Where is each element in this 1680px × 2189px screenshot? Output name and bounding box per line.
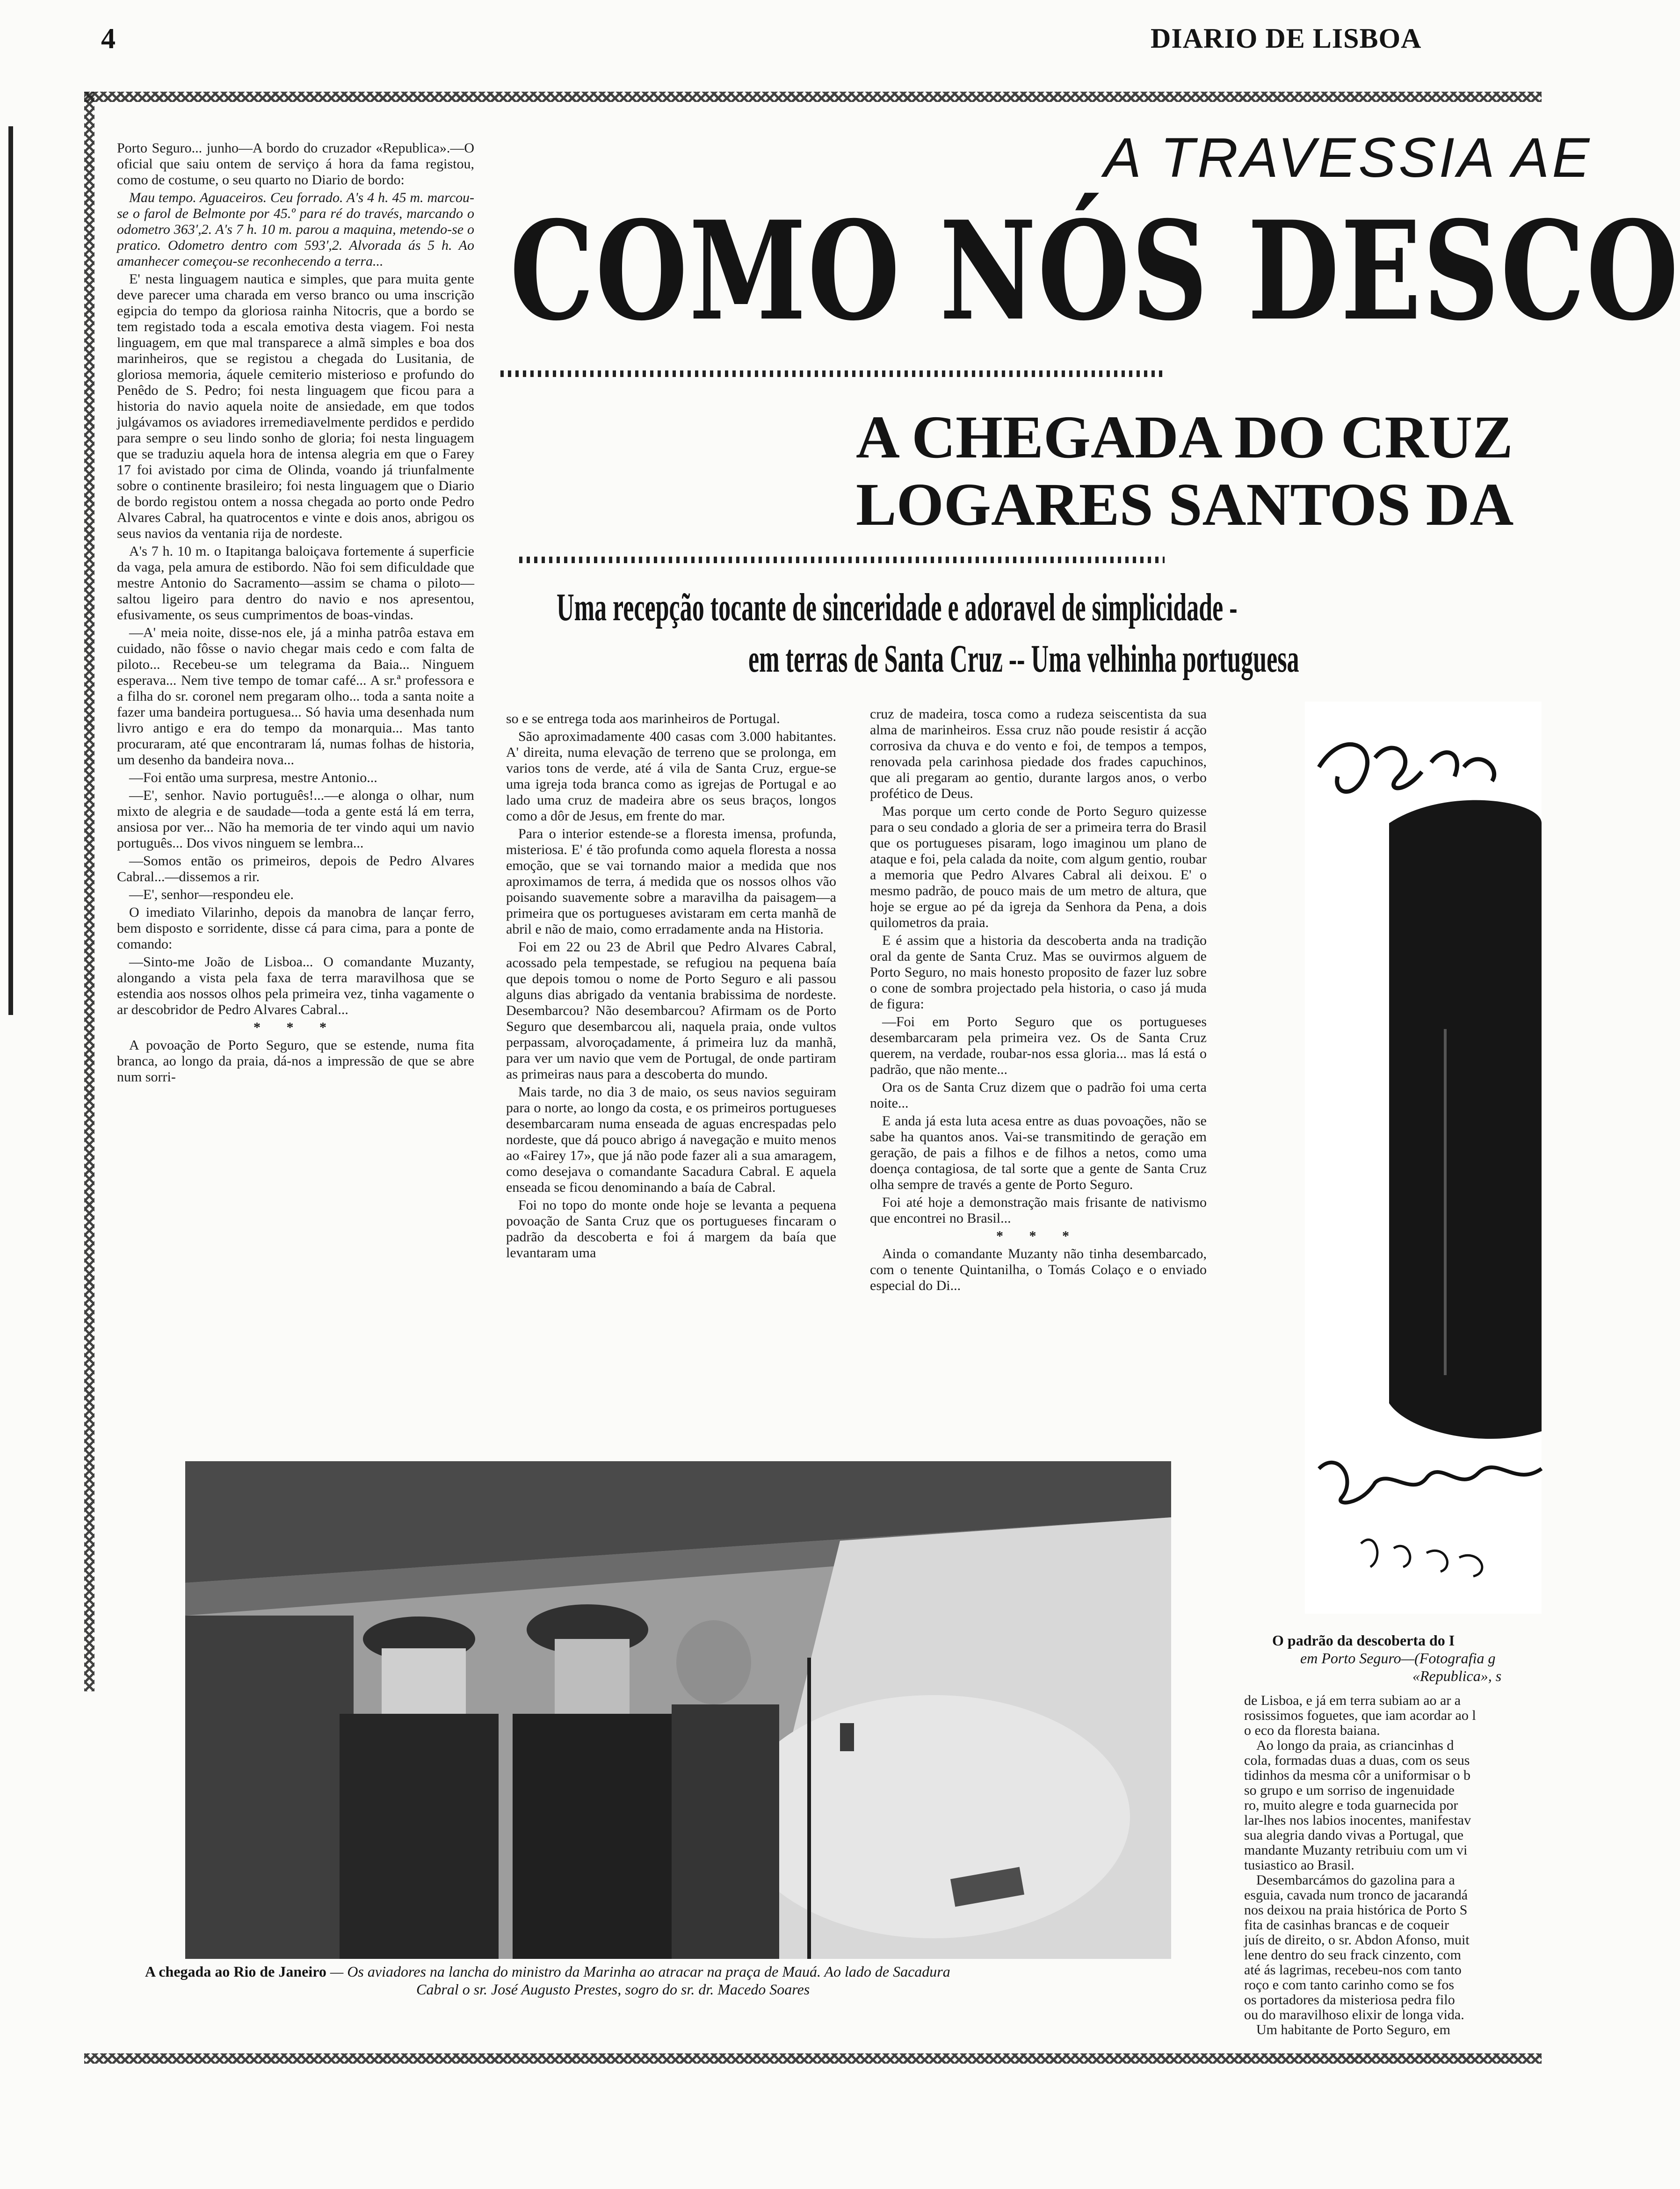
subheadline-line-1: A CHEGADA DO CRUZ xyxy=(856,404,1513,471)
col1-paragraph: —Sinto-me João de Lisboa... O comandante Muzanty, alongando a vista pela faxa de terra maravilhosa que se estendia aos nossos olhos pela primeira vez, tinha vagamente o ar descobridor de Pedro Alvares Cabral... xyxy=(117,954,474,1017)
col3-paragraph: E anda já esta luta acesa entre as duas povoações, não se sabe ha quantos anos. Vai-se transmitindo de geração em geração, de pais a filhos e de filhos a netos, como uma doença contagiosa, de tal sorte que a gente de Santa Cruz olha sempre de través a gente de Porto Seguro. xyxy=(870,1113,1207,1192)
article-column-4 xyxy=(1244,1693,1542,2049)
padrao-photo-drawing xyxy=(1305,702,1542,1614)
col1-paragraph: O imediato Vilarinho, depois da manobra de lançar ferro, bem disposto e sorridente, disse cá para cima, para a ponte de comando: xyxy=(117,905,474,952)
padrao-caption xyxy=(1272,1631,1542,1685)
col2-paragraph: Para o interior estende-se a floresta imensa, profunda, misteriosa. E' é tão profunda como aquela floresta a nossa emoção, que se vai tornando maior a medida que nos aproximamos de terra, á medida que os nossos olhos vão poisando suavemente sobre a maravilha da paisagem—a primeira que os portugueses avistaram em certa manhã de abril e não de maio, como erradamente anda na Historia. xyxy=(506,826,836,937)
main-headline: COMO NÓS DESCO xyxy=(510,192,1680,351)
photo-caption-line-2: Cabral o sr. José Augusto Prestes, sogro do sr. dr. Macedo Soares xyxy=(416,1981,810,1998)
col3-paragraph: Ora os de Santa Cruz dizem que o padrão foi uma certa noite... xyxy=(870,1080,1207,1111)
section-separator: * * * xyxy=(253,1020,338,1035)
col4-line: lar-lhes nos labios inocentes, manifestav xyxy=(1244,1812,1471,1828)
photo-caption xyxy=(145,1963,1174,1998)
col1-paragraph: —E', senhor. Navio português!...—e alonga o olhar, num mixto de alegria e de saudade—toda a gente está lá em terra, ansiosa por ver... Não ha memoria de ter vindo aqui um navio português... Dos vivos ninguem se lembra... xyxy=(117,788,474,851)
col4-line: Um habitante de Porto Seguro, em xyxy=(1256,2022,1450,2037)
subheadline-divider xyxy=(519,557,1165,563)
col4-line: so grupo e um sorriso de ingenuidade xyxy=(1244,1783,1455,1798)
col3-paragraph: E é assim que a historia da descoberta anda na tradição oral da gente de Santa Cruz. Mas se ouvirmos alguem de Porto Seguro, no mais honesto proposito de fazer luz sobre o cone de sombra projectado pela historia, o caso já muda de figura: xyxy=(870,933,1207,1012)
col1-paragraph: A's 7 h. 10 m. o Itapitanga baloiçava fortemente á superficie da vaga, pela amura de estibordo. Não foi sem dificuldade que mestre Antonio do Sacramento—assim se chama o piloto—saltou ligeiro para dentro do navio e nos apresentou, efusivamente, os seus cumprimentos de boas-vindas. xyxy=(117,544,474,623)
col3-paragraph: Mas porque um certo conde de Porto Seguro quizesse para o seu condado a gloria de ser a primeira terra do Brasil que os portugueses pisaram, logo imaginou um plano de ataque e foi, pela calada da noite, com algum gentio, roubar a memoria que Pedro Alvares Cabral ali deixou. E' o mesmo padrão, de pouco mais de um metro de altura, que hoje se ergue ao pé da igreja da Senhora da Pena, a dois quilometros da praia. xyxy=(870,804,1207,930)
bottom-ornamental-border xyxy=(84,2053,1542,2064)
col4-line: os portadores da misteriosa pedra filo xyxy=(1244,1992,1455,2008)
col4-line: sua alegria dando vivas a Portugal, que xyxy=(1244,1827,1464,1843)
col4-line: cola, formadas duas a duas, com os seus xyxy=(1244,1753,1470,1768)
col4-line: esguia, cavada num tronco de jacarandá xyxy=(1244,1887,1468,1903)
article-column-3 xyxy=(870,706,1207,1450)
page-number: 4 xyxy=(101,23,116,55)
deck-line-1: Uma recepção tocante de sinceridade e adoravel de simplicidade - xyxy=(557,586,1238,629)
col4-line: tidinhos da mesma côr a uniformisar o b xyxy=(1244,1768,1471,1783)
col1-paragraph: A povoação de Porto Seguro, que se estende, numa fita branca, ao longo da praia, dá-nos a impressão de que se abre num sorri- xyxy=(117,1037,474,1085)
col1-paragraph: Mau tempo. Aguaceiros. Ceu forrado. A's 4 h. 45 m. marcou-se o farol de Belmonte por 45.º para ré do través, marcando o odometro 363',2. A's 7 h. 10 m. parou a maquina, metendo-se o pratico. Odometro dentro com 593',2. Alvorada ás 5 h. Ao amanhecer começou-se reconhecendo a terra... xyxy=(117,190,474,269)
padrao-caption-line-1: em Porto Seguro—(Fotografia g xyxy=(1300,1650,1496,1667)
photo-caption-bold: A chegada ao Rio de Janeiro xyxy=(145,1963,326,1980)
left-ornamental-border xyxy=(84,92,94,1691)
col4-line: ro, muito alegre e toda guarnecida por xyxy=(1244,1798,1458,1813)
col4-line: tusiastico ao Brasil. xyxy=(1244,1857,1354,1873)
col2-paragraph: Foi no topo do monte onde hoje se levanta a pequena povoação de Santa Cruz que os portugueses fincaram o padrão da descoberta e foi á margem da baía que levantaram uma xyxy=(506,1197,836,1261)
padrao-photograph xyxy=(1305,702,1542,1614)
col1-paragraph: —A' meia noite, disse-nos ele, já a minha patrôa estava em cuidado, não fôsse o navio chegar mais cedo e com falta de piloto... Recebeu-se um telegrama da Baia... Ninguem esperava... Nem tive tempo de tomar café... A sr.ª professora e a filha do sr. coronel nem pregaram olho... toda a santa noite a fazer uma bandeira portuguesa... Só havia uma desenhada num livro antigo e era do tempo da monarquia... Mas tanto procuraram, até que encontraram lá, numas folhas de historia, um desenho da bandeira nova... xyxy=(117,625,474,768)
article-column-1 xyxy=(117,140,474,1459)
col4-line: nos deixou na praia histórica de Porto S xyxy=(1244,1902,1468,1918)
padrao-caption-line-2: «Republica», s xyxy=(1412,1667,1502,1684)
col4-line: ou do maravilhoso elixir de longa vida. xyxy=(1244,2007,1464,2022)
col1-paragraph: —E', senhor—respondeu ele. xyxy=(129,887,294,902)
subheadline-line-2: LOGARES SANTOS DA xyxy=(856,471,1514,538)
photo-caption-line-1: — Os aviadores na lancha do ministro da Marinha ao atracar na praça de Mauá. Ao lado de Sacadura xyxy=(330,1963,950,1980)
col4-line: mandante Muzanty retribuiu com um vi xyxy=(1244,1842,1468,1858)
top-ornamental-border xyxy=(84,92,1542,102)
col1-paragraph: Porto Seguro... junho—A bordo do cruzador «Republica».—O oficial que saiu ontem de serviço á hora da fama registou, como de costume, o seu quarto no Diario de bordo: xyxy=(117,140,474,188)
col2-paragraph: Mais tarde, no dia 3 de maio, os seus navios seguiram para o norte, ao longo da costa, e os primeiros portugueses desembarcaram numa enseada de aguas encrespadas pelo nordeste, que dá pouco abrigo á navegação e muito menos ao «Fairey 17», que já não pode fazer ali a sua amaragem, como desejava o comandante Sacadura Cabral. E aquela enseada se ficou denominando a baía de Cabral. xyxy=(506,1084,836,1195)
col4-line: roço e com tanto carinho como se fos xyxy=(1244,1977,1455,1993)
col3-paragraph: cruz de madeira, tosca como a rudeza seiscentista da sua alma de marinheiros. Essa cruz não poude resistir á acção corrosiva da chuva e do vento e foi, de tempos a tempos, renovada pela carinhosa piedade dos frades capuchinos, que ali pregaram ao gentio, durante largos anos, o verbo profético de Deus. xyxy=(870,706,1207,801)
col2-paragraph: São aproximadamente 400 casas com 3.000 habitantes. A' direita, numa elevação de terreno que se prolonga, em varios tons de verde, até á vila de Santa Cruz, ergue-se uma igreja toda branca como as igrejas de Portugal e ao lado uma cruz de madeira abre os seus braços, longos como a dôr de Jesus, em frente do mar. xyxy=(506,729,836,824)
headline-divider xyxy=(500,370,1165,377)
col4-line: até ás lagrimas, recebeu-nos com tanto xyxy=(1244,1962,1462,1978)
col1-paragraph: E' nesta linguagem nautica e simples, que para muita gente deve parecer uma charada em verso branco ou uma inscrição egipcia do tempo da gloriosa rainha Nitocris, que a bordo se tem registado toda a escala emotiva desta viagem. Foi nesta linguagem, em que mal transparece a almã simples e boa dos marinheiros, que se registou a chegada do Lusitania, de gloriosa memoria, áquele cemiterio misterioso e profundo do Penêdo de S. Pedro; foi nesta linguagem que ficou para a historia do navio aquela noite de ansiedade, em que todos julgávamos os aviadores irremediavelmente perdidos e perdido para sempre o seu lindo sonho de gloria; foi nesta linguagem que se traduziu aquela hora de intensa alegria em que o Farey 17 foi avistado por cima de Olinda, voando já triunfalmente sobre o continente brasileiro; foi nesta linguagem que o Diario de bordo registou ontem a nossa chegada ao porto onde Pedro Alvares Cabral, ha quatrocentos e vinte e dois anos, abrigou os seus navios da ventania rija de nordeste. xyxy=(117,271,474,541)
arrival-photo-drawing xyxy=(185,1461,1171,1959)
col3-paragraph: Foi até hoje a demonstração mais frisante de nativismo que encontrei no Brasil... xyxy=(870,1195,1207,1226)
col4-line: o eco da floresta baiana. xyxy=(1244,1723,1380,1738)
col4-line: lene dentro do seu frack cinzento, com xyxy=(1244,1947,1461,1963)
kicker-headline: A TRAVESSIA AE xyxy=(1104,126,1593,189)
article-column-2 xyxy=(506,711,836,1450)
col4-line: rosissimos foguetes, que iam acordar ao l xyxy=(1244,1708,1476,1723)
padrao-caption-bold: O padrão da descoberta do I xyxy=(1272,1632,1455,1649)
col4-line: juís de direito, o sr. Abdon Afonso, muit xyxy=(1244,1932,1470,1948)
arrival-photograph xyxy=(185,1461,1171,1959)
col2-paragraph: Foi em 22 ou 23 de Abril que Pedro Alvares Cabral, acossado pela tempestade, se refugiou na pequena baía que depois tomou o nome de Porto Seguro e ali passou alguns dias abrigado da ventania brabissima de nordeste. Desembarcou? Não desembarcou? Afirmam os de Porto Seguro que desembarcou ali, naquela praia, onde vultos perpassam, alvoroçadamente, á primeira luz da manhã, para ver um navio que vem de Portugal, de onde partiram as primeiras naus para a descoberta do mundo. xyxy=(506,939,836,1082)
deck-line-2: em terras de Santa Cruz -- Uma velhinha portuguesa xyxy=(748,637,1299,681)
col4-line: Ao longo da praia, as criancinhas d xyxy=(1256,1738,1454,1753)
col1-paragraph: —Somos então os primeiros, depois de Pedro Alvares Cabral...—dissemos a rir. xyxy=(117,853,474,884)
col4-line: de Lisboa, e já em terra subiam ao ar a xyxy=(1244,1693,1461,1708)
newspaper-masthead: DIARIO DE LISBOA xyxy=(1151,23,1422,54)
col1-paragraph: —Foi então uma surpresa, mestre Antonio... xyxy=(129,770,377,785)
col3-paragraph: Ainda o comandante Muzanty não tinha desembarcado, com o tenente Quintanilha, o Tomás Colaço e o enviado especial do Di... xyxy=(870,1246,1207,1293)
col2-paragraph: so e se entrega toda aos marinheiros de Portugal. xyxy=(506,711,780,726)
left-margin-bar xyxy=(8,126,13,1015)
col4-line: Desembarcámos do gazolina para a xyxy=(1256,1872,1455,1888)
col3-paragraph: —Foi em Porto Seguro que os portugueses desembarcaram pela primeira vez. Os de Santa Cruz querem, na verdade, roubar-nos essa gloria... mas lá está o padrão, que não mente... xyxy=(870,1014,1207,1077)
col4-line: fita de casinhas brancas e de coqueir xyxy=(1244,1917,1449,1933)
section-separator: * * * xyxy=(996,1228,1080,1244)
